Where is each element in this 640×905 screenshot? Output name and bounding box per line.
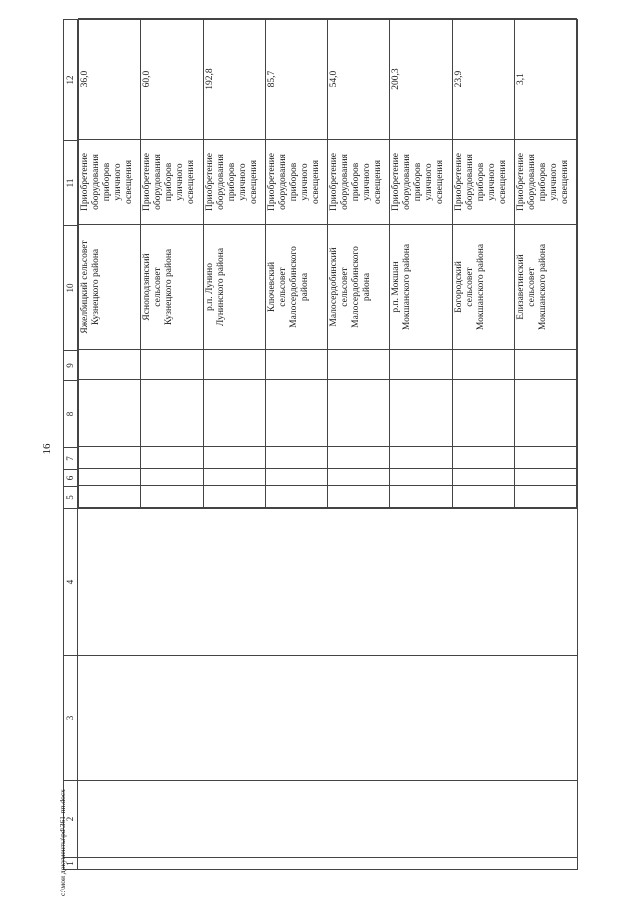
column-number: 10 [64, 226, 78, 351]
column-number: 9 [64, 351, 78, 381]
table-row [328, 19, 390, 508]
column-number: 3 [64, 656, 78, 781]
table-row [452, 19, 514, 508]
purpose-cell: Приобретение оборудования приборов уличного освещения [141, 140, 203, 225]
purpose-cell: Приобретение оборудования приборов уличного освещения [514, 140, 576, 225]
empty-cell [78, 656, 578, 781]
table-body-row [78, 20, 578, 870]
column-number: 12 [64, 20, 78, 141]
column-number: 7 [64, 448, 78, 470]
empty-cell [78, 858, 578, 870]
amount-cell: 192,8 [203, 19, 265, 140]
subrows-table [78, 18, 577, 508]
municipality-cell: Яжелбицкий сельсовет Кузнецкого района [79, 225, 141, 350]
column-number: 4 [64, 509, 78, 656]
purpose-cell: Приобретение оборудования приборов уличного освещения [452, 140, 514, 225]
amount-cell: 85,7 [265, 19, 327, 140]
purpose-cell: Приобретение оборудования приборов уличного освещения [265, 140, 327, 225]
data-table [63, 19, 578, 870]
municipality-cell: Ясноподзянский сельсовет Кузнецкого района [141, 225, 203, 350]
table-row [390, 19, 452, 508]
column-number: 5 [64, 487, 78, 509]
column-number: 11 [64, 141, 78, 226]
municipality-cell: Ключевский сельсовет Малосердобинского района [265, 225, 327, 350]
purpose-cell: Приобретение оборудования приборов уличного освещения [79, 140, 141, 225]
table-row [514, 19, 576, 508]
amount-cell: 60,0 [141, 19, 203, 140]
empty-cell [78, 781, 578, 858]
purpose-cell: Приобретение оборудования приборов уличного освещения [328, 140, 390, 225]
municipality-cell: Елизаветинский сельсовет Мокшанского района [514, 225, 576, 350]
column-number: 1 [64, 858, 78, 870]
column-number: 8 [64, 381, 78, 448]
amount-cell: 54,0 [328, 19, 390, 140]
purpose-cell: Приобретение оборудования приборов уличного освещения [390, 140, 452, 225]
column-number: 6 [64, 470, 78, 487]
table-row [265, 19, 327, 508]
page-number: 16 [41, 443, 53, 455]
footer-file-path: c:\мои документы\pd\361-пп.docx [58, 789, 67, 896]
table-row [141, 19, 203, 508]
table-row [79, 19, 141, 508]
amount-cell: 3,1 [514, 19, 576, 140]
amount-cell: 200,3 [390, 19, 452, 140]
municipality-cell: Богородский сельсовет Мокшанского района [452, 225, 514, 350]
empty-cell [78, 509, 578, 656]
municipality-cell: р.п. Мокшан Мокшанского района [390, 225, 452, 350]
amount-cell: 36,0 [79, 19, 141, 140]
municipality-cell: р.п. Лунино Лунинского района [203, 225, 265, 350]
amount-cell: 23,9 [452, 19, 514, 140]
municipality-cell: Малосердобинский сельсовет Малосердобинского района [328, 225, 390, 350]
purpose-cell: Приобретение оборудования приборов уличного освещения [203, 140, 265, 225]
column-number: 2 [64, 781, 78, 858]
rotated-table-frame [63, 20, 578, 870]
table-row [203, 19, 265, 508]
